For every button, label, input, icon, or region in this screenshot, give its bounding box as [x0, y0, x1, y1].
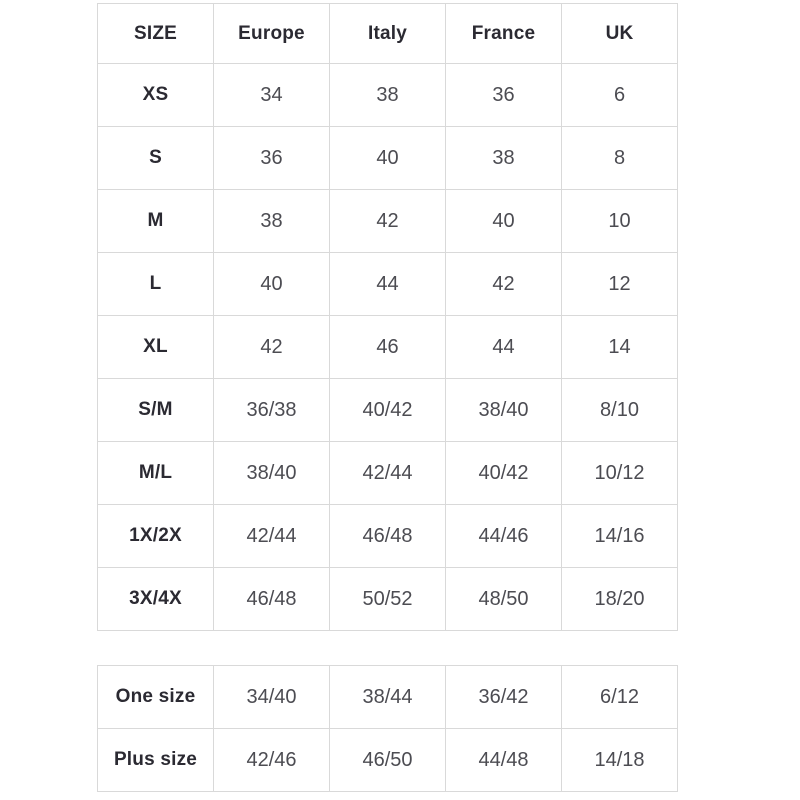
table-cell: 34: [214, 64, 330, 127]
table-row-one-size: [98, 666, 678, 729]
table-cell: 6: [562, 64, 678, 127]
special-sizes-table: [97, 665, 678, 792]
table-row-s: [98, 127, 678, 190]
table-cell: 40: [214, 253, 330, 316]
table-cell: 48/50: [446, 568, 562, 631]
table-row-m-l: [98, 442, 678, 505]
column-header-europe: Europe: [214, 4, 330, 64]
table-cell: 46/48: [330, 505, 446, 568]
row-label: Plus size: [98, 729, 214, 792]
table-cell: 38: [330, 64, 446, 127]
table-cell: 38/40: [446, 379, 562, 442]
table-cell: 46: [330, 316, 446, 379]
table-cell: 10/12: [562, 442, 678, 505]
table-cell: 40/42: [330, 379, 446, 442]
table-cell: 42/44: [330, 442, 446, 505]
table-cell: 34/40: [214, 666, 330, 729]
table-row-xl: [98, 316, 678, 379]
table-cell: 38: [214, 190, 330, 253]
column-header-size: SIZE: [98, 4, 214, 64]
table-cell: 38/40: [214, 442, 330, 505]
size-conversion-table: [97, 3, 678, 631]
table-cell: 42: [214, 316, 330, 379]
table-cell: 40: [446, 190, 562, 253]
row-label: S: [98, 127, 214, 190]
table-cell: 36: [446, 64, 562, 127]
table-cell: 38: [446, 127, 562, 190]
table-cell: 14: [562, 316, 678, 379]
table-cell: 14/18: [562, 729, 678, 792]
table-cell: 42/46: [214, 729, 330, 792]
column-header-france: France: [446, 4, 562, 64]
table-cell: 36: [214, 127, 330, 190]
table-cell: 46/50: [330, 729, 446, 792]
row-label: S/M: [98, 379, 214, 442]
row-label: XL: [98, 316, 214, 379]
table-row-xs: [98, 64, 678, 127]
table-cell: 50/52: [330, 568, 446, 631]
table-row-3x-4x: [98, 568, 678, 631]
table-cell: 44: [330, 253, 446, 316]
table-cell: 40: [330, 127, 446, 190]
row-label: One size: [98, 666, 214, 729]
table-cell: 8/10: [562, 379, 678, 442]
table-cell: 18/20: [562, 568, 678, 631]
table-header-row: [98, 4, 678, 64]
table-cell: 42: [330, 190, 446, 253]
table-cell: 10: [562, 190, 678, 253]
row-label: L: [98, 253, 214, 316]
row-label: M/L: [98, 442, 214, 505]
table-cell: 36/42: [446, 666, 562, 729]
table-cell: 46/48: [214, 568, 330, 631]
table-cell: 36/38: [214, 379, 330, 442]
table-cell: 38/44: [330, 666, 446, 729]
table-row-m: [98, 190, 678, 253]
table-cell: 44: [446, 316, 562, 379]
table-cell: 44/46: [446, 505, 562, 568]
table-cell: 42: [446, 253, 562, 316]
table-cell: 44/48: [446, 729, 562, 792]
table-row-1x-2x: [98, 505, 678, 568]
row-label: M: [98, 190, 214, 253]
table-cell: 14/16: [562, 505, 678, 568]
column-header-uk: UK: [562, 4, 678, 64]
table-cell: 8: [562, 127, 678, 190]
table-cell: 40/42: [446, 442, 562, 505]
column-header-italy: Italy: [330, 4, 446, 64]
row-label: 1X/2X: [98, 505, 214, 568]
table-row-l: [98, 253, 678, 316]
row-label: XS: [98, 64, 214, 127]
table-row-s-m: [98, 379, 678, 442]
table-row-plus-size: [98, 729, 678, 792]
table-cell: 6/12: [562, 666, 678, 729]
table-cell: 42/44: [214, 505, 330, 568]
table-cell: 12: [562, 253, 678, 316]
row-label: 3X/4X: [98, 568, 214, 631]
